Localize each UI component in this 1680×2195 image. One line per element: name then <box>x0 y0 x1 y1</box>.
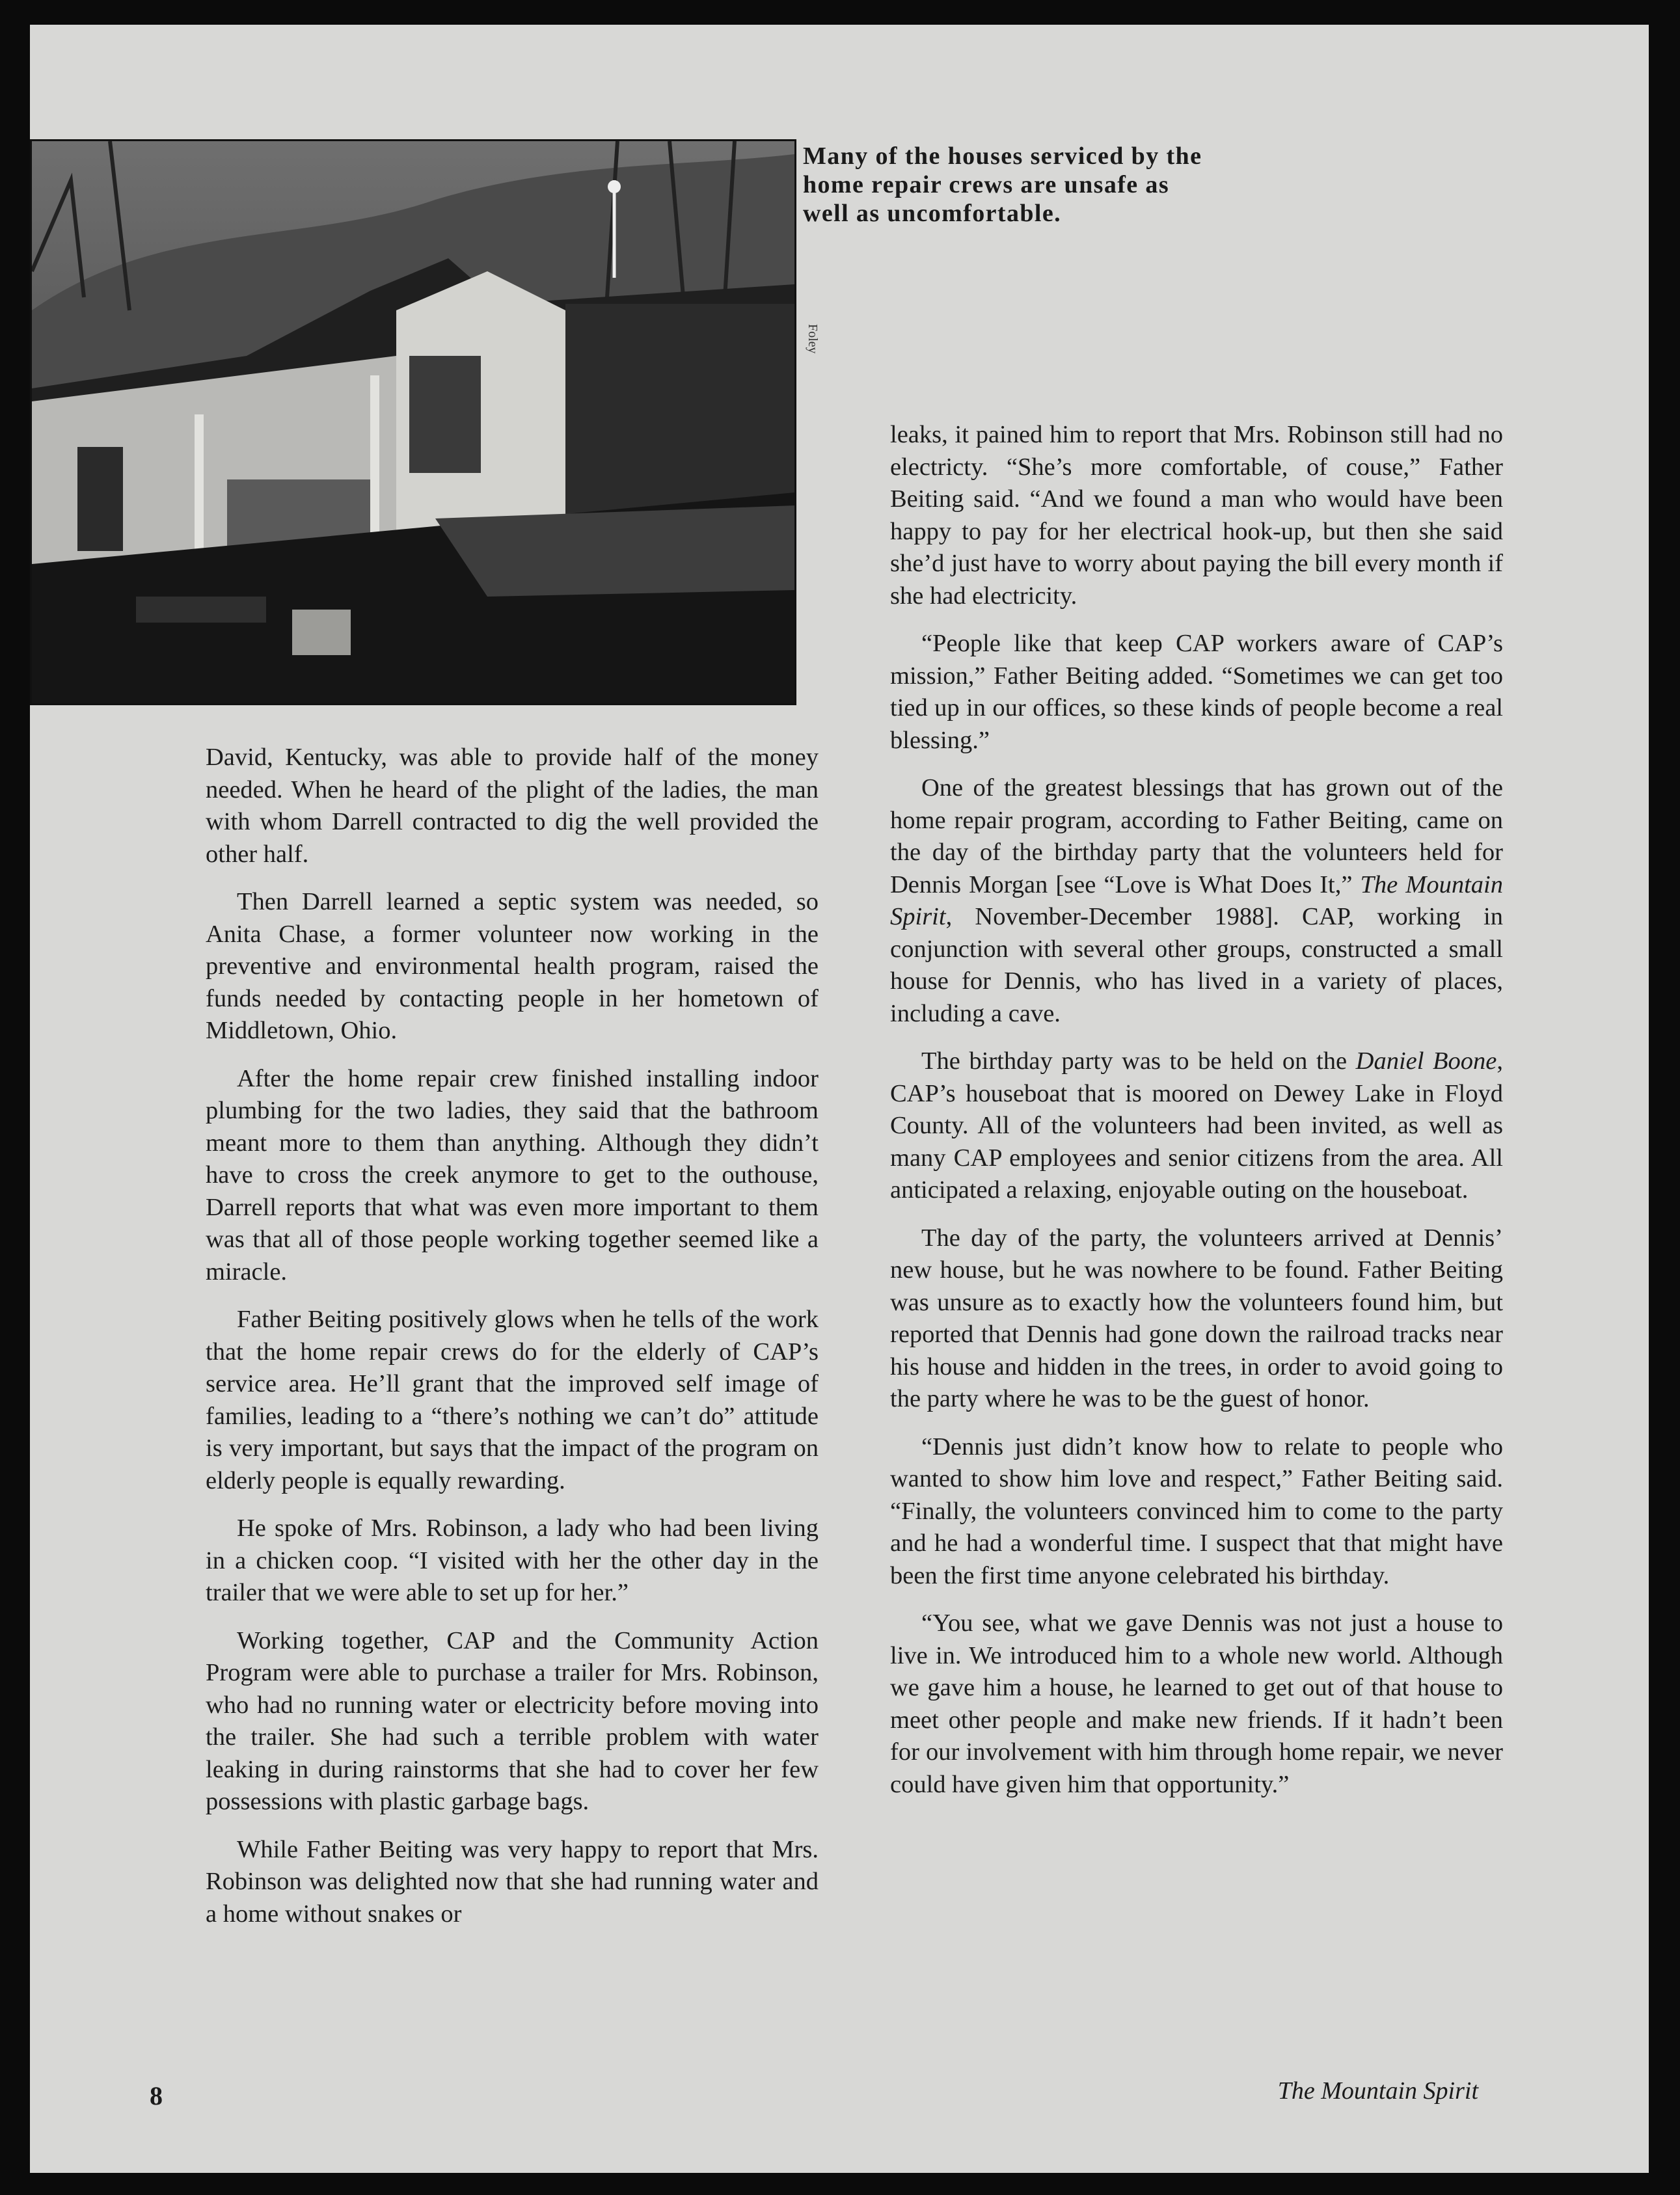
left-paragraph-6: Working together, CAP and the Community Action Program were able to purchase a trailer for Mrs. Robinson, who had no running water or electricity before moving into the trailer. She had such a terrible problem with water leaking in during rainstorms that she had to cover her few possessions with plastic garbage bags. <box>206 1626 819 1815</box>
right-paragraph-4-text-a: The birthday party was to be held on the <box>921 1047 1356 1075</box>
house-photo <box>30 139 796 705</box>
left-paragraph-7: While Father Beiting was very happy to report that Mrs. Robinson was delighted now that she had running water and a home without snakes or <box>206 1835 819 1928</box>
right-paragraph-4 <box>890 1045 1503 1207</box>
left-column <box>206 742 819 1946</box>
publication-footer: The Mountain Spirit <box>1277 2077 1478 2105</box>
right-paragraph-3 <box>890 772 1503 1030</box>
left-paragraph-1: David, Kentucky, was able to provide half of the money needed. When he heard of the plight of the ladies, the man with whom Darrell contracted to dig the well provided the other half. <box>206 744 819 868</box>
right-paragraph-1: leaks, it pained him to report that Mrs. Robinson still had no electricty. “She’s more comfortable, of couse,” Father Beiting said. “And we found a man who would have been happy to pay for her electrical hook-up, but then she said she’d just have to worry about paying the bill every month if she had electricity. <box>890 421 1503 610</box>
houseboat-name: Daniel Boone <box>1355 1047 1497 1075</box>
page-number: 8 <box>150 2081 163 2110</box>
right-paragraph-5: The day of the party, the volunteers arrived at Dennis’ new house, but he was nowhere to be found. Father Beiting was unsure as to exactly how the volunteers found him, but reported that Dennis had gone down the railroad tracks near his house and hidden in the trees, in order to avoid going to the party where he was to be the guest of honor. <box>890 1224 1503 1412</box>
right-paragraph-3-text-b: , November-December 1988]. CAP, working in conjunction with several other groups, constructed a small house for Dennis, who has lived in a variety of places, including a cave. <box>890 903 1503 1027</box>
photo-credit: Foley <box>806 324 820 354</box>
magazine-page <box>30 25 1649 2173</box>
publication-title-reference: The Mountain Spirit <box>890 870 1504 930</box>
right-paragraph-2: “People like that keep CAP workers aware of CAP’s mission,” Father Beiting added. “Sometimes we can get too tied up in our offices, so these kinds of people become a real blessing.” <box>890 630 1503 754</box>
right-paragraph-7: “You see, what we gave Dennis was not just a house to live in. We introduced him to a whole new world. Although we gave him a house, he learned to get out of that house to meet other people and make new friends. If it hadn’t been for our involvement with him through home repair, we never could have given him that opportunity.” <box>890 1609 1503 1798</box>
house-photo-illustration <box>32 141 794 703</box>
right-paragraph-6: “Dennis just didn’t know how to relate to people who wanted to show him love and respect,” Father Beiting said. “Finally, the volunteers convinced him to come to the party and he had a wonderful time. I suspect that that might have been the first time anyone celebrated his birthday. <box>890 1433 1503 1589</box>
right-column <box>890 419 1503 1816</box>
left-paragraph-2: Then Darrell learned a septic system was needed, so Anita Chase, a former volunteer now working in the preventive and environmental health program, raised the funds needed by contacting people in her hometown of Middletown, Ohio. <box>206 888 819 1044</box>
photo-caption: Many of the houses serviced by the home repair crews are unsafe as well as uncomfortable. <box>803 142 1202 227</box>
right-paragraph-3-text-a: One of the greatest blessings that has grown out of the home repair program, according to Father Beiting, came on the day of the birthday party that the volunteers held for Dennis Morgan [see “Love is What Does It,” <box>890 774 1503 898</box>
left-paragraph-4: Father Beiting positively glows when he tells of the work that the home repair crews do for the elderly of CAP’s service area. He’ll grant that the improved self image of families, leading to a “there’s nothing we can’t do” attitude is very important, but says that the impact of the program on elderly people is equally rewarding. <box>206 1306 819 1494</box>
right-paragraph-4-text-b: , CAP’s houseboat that is moored on Dewey Lake in Floyd County. All of the volunteers had been invited, as well as many CAP employees and senior citizens from the area. All anticipated a relaxing, enjoyable outing on the houseboat. <box>890 1047 1504 1204</box>
left-paragraph-5: He spoke of Mrs. Robinson, a lady who had been living in a chicken coop. “I visited with her the other day in the trailer that we were able to set up for her.” <box>206 1515 819 1606</box>
left-paragraph-3: After the home repair crew finished installing indoor plumbing for the two ladies, they said that the bathroom meant more to them than anything. Although they didn’t have to cross the creek anymore to get to the outhouse, Darrell reports that what was even more important to them was that all of those people working together seemed like a miracle. <box>206 1064 819 1286</box>
